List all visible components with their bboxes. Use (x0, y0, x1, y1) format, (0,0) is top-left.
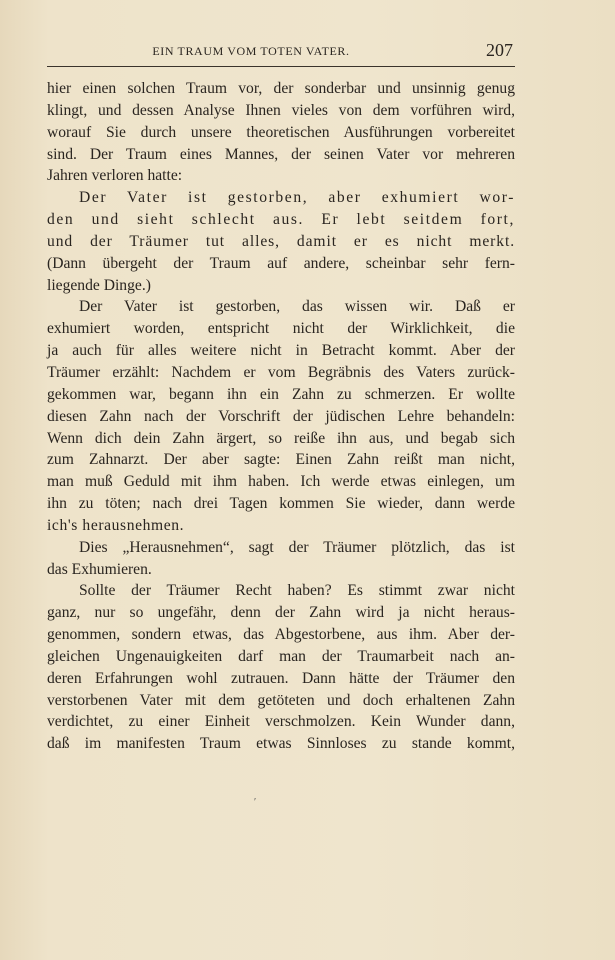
pencil-mark-icon: ʹ (254, 797, 257, 808)
text-line: Dies „Herausnehmen“, sagt der Träumer plötzlich, das ist (79, 538, 515, 556)
text-line: zum Zahnarzt. Der aber sagte: Einen Zahn reißt man nicht, (47, 451, 515, 469)
text-line: hier einen solchen Traum vor, der sonderbar und unsinnig genug (47, 80, 515, 97)
text-line: verstorbenen Vater mit dem getöteten und doch erhaltenen Zahn (47, 691, 515, 709)
text-line: deren Erfahrungen wohl zutrauen. Dann hätte der Träumer den (47, 669, 515, 687)
text-line: das Exhumieren. (47, 560, 152, 578)
dream-text-line: den und sieht schlecht aus. Er lebt seitdem fort, (47, 211, 515, 229)
text-line: worauf Sie durch unsere theoretischen Ausführungen vorbereitet (47, 123, 515, 141)
text-line: man muß Geduld mit ihm haben. Ich werde etwas einlegen, um (47, 473, 515, 491)
header-rule (47, 66, 515, 67)
text-line: Wenn dich dein Zahn ärgert, so reiße ihn aus, und begab sich (47, 429, 515, 447)
text-line: ja auch für alles weitere nicht in Betracht kommt. Aber der (47, 342, 515, 360)
running-head: EIN TRAUM VOM TOTEN VATER. (152, 44, 350, 58)
text-line: liegende Dinge.) (47, 276, 151, 294)
text-line: Sollte der Träumer Recht haben? Es stimmt zwar nicht (79, 582, 515, 600)
text-line: (Dann übergeht der Traum auf andere, scheinbar sehr fern- (47, 254, 515, 272)
body-text (47, 78, 515, 755)
page-header (47, 40, 515, 64)
text-line: klingt, und dessen Analyse Ihnen vieles von dem vorführen wird, (47, 101, 515, 119)
page-number: 207 (486, 40, 513, 60)
text-line: diesen Zahn nach der Vorschrift der jüdischen Lehre behandeln: (47, 407, 515, 425)
text-line: genommen, sondern etwas, das Abgestorbene, aus ihm. Aber der- (47, 626, 515, 644)
text-line: ihn zu töten; nach drei Tagen kommen Sie wieder, dann werde (47, 495, 515, 513)
text-line: daß im manifesten Traum etwas Sinnloses zu stande kommt, (47, 735, 515, 753)
text-line: ich's herausnehmen. (47, 516, 185, 534)
text-line: Der Vater ist gestorben, das wissen wir. Daß er (79, 298, 515, 316)
dream-text-line: und der Träumer tut alles, damit er es nicht merkt. (47, 232, 515, 250)
text-line: verdichtet, zu einer Einheit verschmolzen. Kein Wunder dann, (47, 713, 515, 731)
text-line: sind. Der Traum eines Mannes, der seinen Vater vor mehreren (47, 145, 515, 163)
dream-text-line: Der Vater ist gestorben, aber exhumiert wor- (79, 189, 515, 207)
text-line: ganz, nur so ungefähr, denn der Zahn wird ja nicht heraus- (47, 604, 515, 622)
text-line: gleichen Ungenauigkeiten darf man der Traumarbeit nach an- (47, 647, 515, 665)
text-line: Jahren verloren hatte: (47, 167, 183, 185)
text-line: exhumiert worden, entspricht nicht der Wirklichkeit, die (47, 320, 515, 338)
text-line: gekommen war, begann ihn ein Zahn zu schmerzen. Er wollte (47, 385, 515, 403)
text-line: Träumer erzählt: Nachdem er vom Begräbnis des Vaters zurück- (47, 363, 515, 381)
